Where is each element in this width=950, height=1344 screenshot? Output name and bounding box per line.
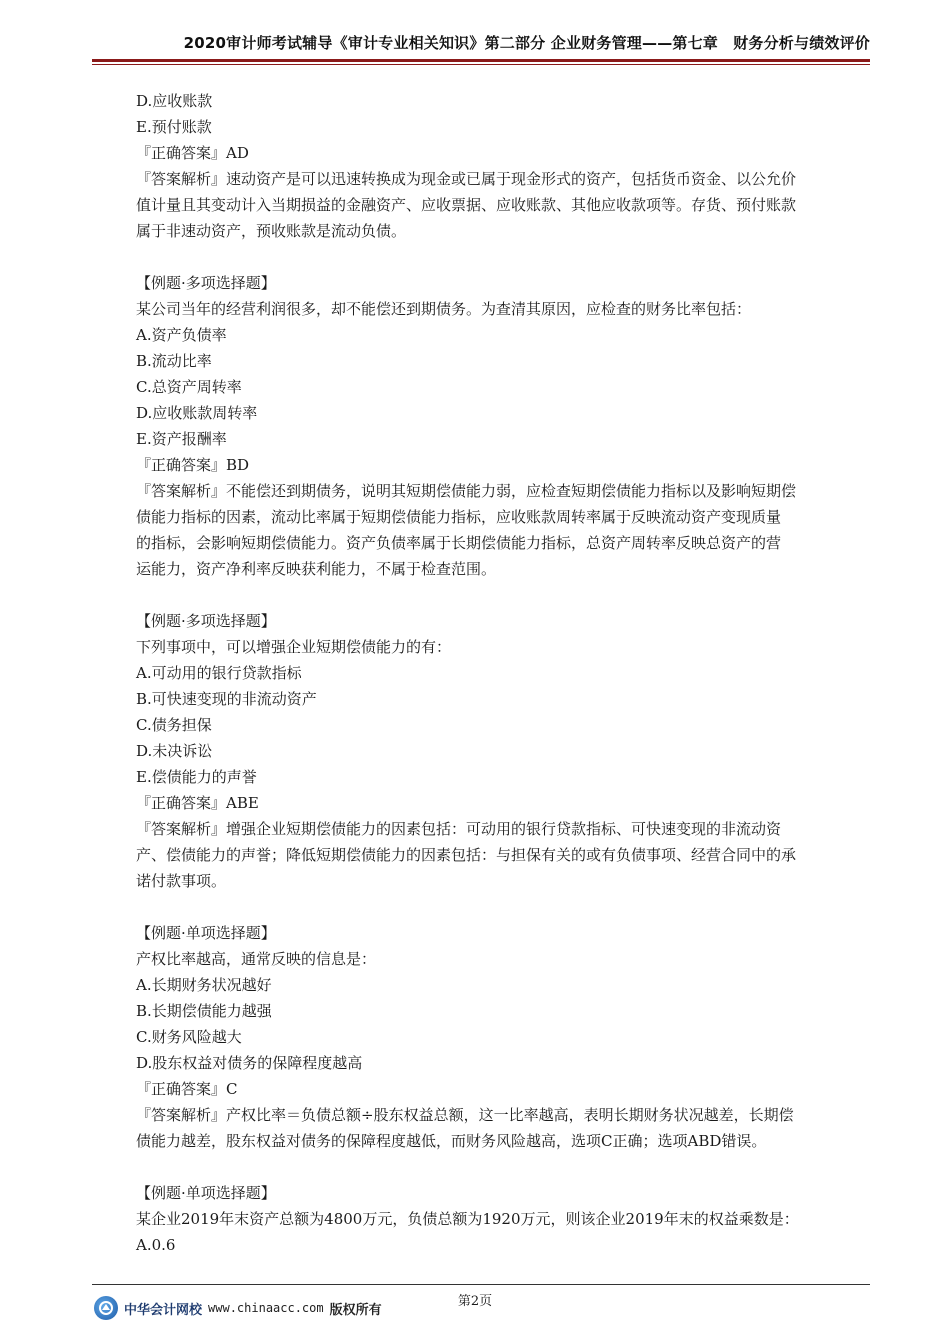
- analysis-line: 诺付款事项。: [136, 872, 227, 890]
- question-block: [136, 1180, 864, 1258]
- analysis-line: 『答案解析』速动资产是可以迅速转换成为现金或已属于现金形式的资产，包括货币资金、以公允价: [136, 170, 797, 188]
- analysis-line: 产、偿债能力的声誉；降低短期偿债能力的因素包括：与担保有关的或有负债事项、经营合同中的承: [136, 846, 797, 864]
- option: A.长期财务状况越好: [136, 976, 272, 994]
- analysis-line: 『答案解析』产权比率＝负债总额÷股东权益总额，这一比率越高，表明长期财务状况越差，长期偿: [136, 1106, 794, 1124]
- correct-answer: 『正确答案』BD: [136, 456, 250, 474]
- question-heading: 【例题·多项选择题】: [136, 274, 276, 292]
- option: E.资产报酬率: [136, 430, 227, 448]
- page-number: 第2页: [457, 1294, 493, 1309]
- option: C.债务担保: [136, 716, 212, 734]
- question-heading: 【例题·多项选择题】: [136, 612, 276, 630]
- footer-rule: [92, 1284, 870, 1285]
- chinaacc-logo-icon: [94, 1296, 118, 1320]
- question-text: 下列事项中，可以增强企业短期偿债能力的有：: [136, 638, 452, 656]
- option: E.偿债能力的声誉: [136, 768, 257, 786]
- option: E.预付账款: [136, 118, 212, 136]
- option: D.未决诉讼: [136, 742, 213, 760]
- document-body: [136, 88, 864, 1284]
- option: B.可快速变现的非流动资产: [136, 690, 317, 708]
- option: A.资产负债率: [136, 326, 227, 344]
- header-rule-thin: [92, 64, 870, 65]
- question-block: [136, 270, 864, 582]
- header-rule: [92, 59, 870, 62]
- brand-name: 中华会计网校: [124, 1302, 203, 1318]
- correct-answer: 『正确答案』ABE: [136, 794, 259, 812]
- option: C.财务风险越大: [136, 1028, 242, 1046]
- analysis-line: 债能力指标的因素，流动比率属于短期偿债能力指标，应收账款周转率属于反映流动资产变现质量: [136, 508, 782, 526]
- analysis-line: 『答案解析』增强企业短期偿债能力的因素包括：可动用的银行贷款指标、可快速变现的非流动资: [136, 820, 782, 838]
- analysis-line: 『答案解析』不能偿还到期债务，说明其短期偿债能力弱，应检查短期偿债能力指标以及影响短期偿: [136, 482, 797, 500]
- analysis-line: 的指标，会影响短期偿债能力。资产负债率属于长期偿债能力指标，总资产周转率反映总资产的营: [136, 534, 782, 552]
- brand-url[interactable]: www.chinaacc.com: [208, 1301, 324, 1315]
- analysis-line: 运能力，资产净利率反映获利能力，不属于检查范围。: [136, 560, 497, 578]
- analysis-line: 属于非速动资产，预收账款是流动负债。: [136, 222, 407, 240]
- option: D.应收账款: [136, 92, 213, 110]
- header-title: 2020审计师考试辅导《审计专业相关知识》第二部分 企业财务管理——第七章 财务分析与绩效评价: [183, 34, 870, 52]
- question-text: 产权比率越高，通常反映的信息是：: [136, 950, 377, 968]
- analysis-line: 债能力越差，股东权益对债务的保障程度越低，而财务风险越高，选项C正确；选项ABD错误。: [136, 1132, 767, 1150]
- question-text: 某公司当年的经营利润很多，却不能偿还到期债务。为查清其原因，应检查的财务比率包括：: [136, 300, 752, 318]
- option: A.0.6: [136, 1236, 176, 1254]
- page-header: [92, 32, 870, 65]
- question-block: [136, 608, 864, 894]
- option: D.股东权益对债务的保障程度越高: [136, 1054, 363, 1072]
- copyright-text: 版权所有: [329, 1302, 382, 1318]
- question-heading: 【例题·单项选择题】: [136, 1184, 276, 1202]
- option: B.长期偿债能力越强: [136, 1002, 272, 1020]
- analysis-line: 值计量且其变动计入当期损益的金融资产、应收票据、应收账款、其他应收款项等。存货、预付账款: [136, 196, 797, 214]
- question-text: 某企业2019年末资产总额为4800万元，负债总额为1920万元，则该企业2019年末的权益乘数是：: [136, 1210, 799, 1228]
- question-block: [136, 920, 864, 1154]
- option: A.可动用的银行贷款指标: [136, 664, 302, 682]
- question-block: [136, 88, 864, 244]
- question-heading: 【例题·单项选择题】: [136, 924, 276, 942]
- correct-answer: 『正确答案』AD: [136, 144, 249, 162]
- option: D.应收账款周转率: [136, 404, 258, 422]
- correct-answer: 『正确答案』C: [136, 1080, 238, 1098]
- option: C.总资产周转率: [136, 378, 242, 396]
- footer-brand: [94, 1296, 382, 1320]
- option: B.流动比率: [136, 352, 212, 370]
